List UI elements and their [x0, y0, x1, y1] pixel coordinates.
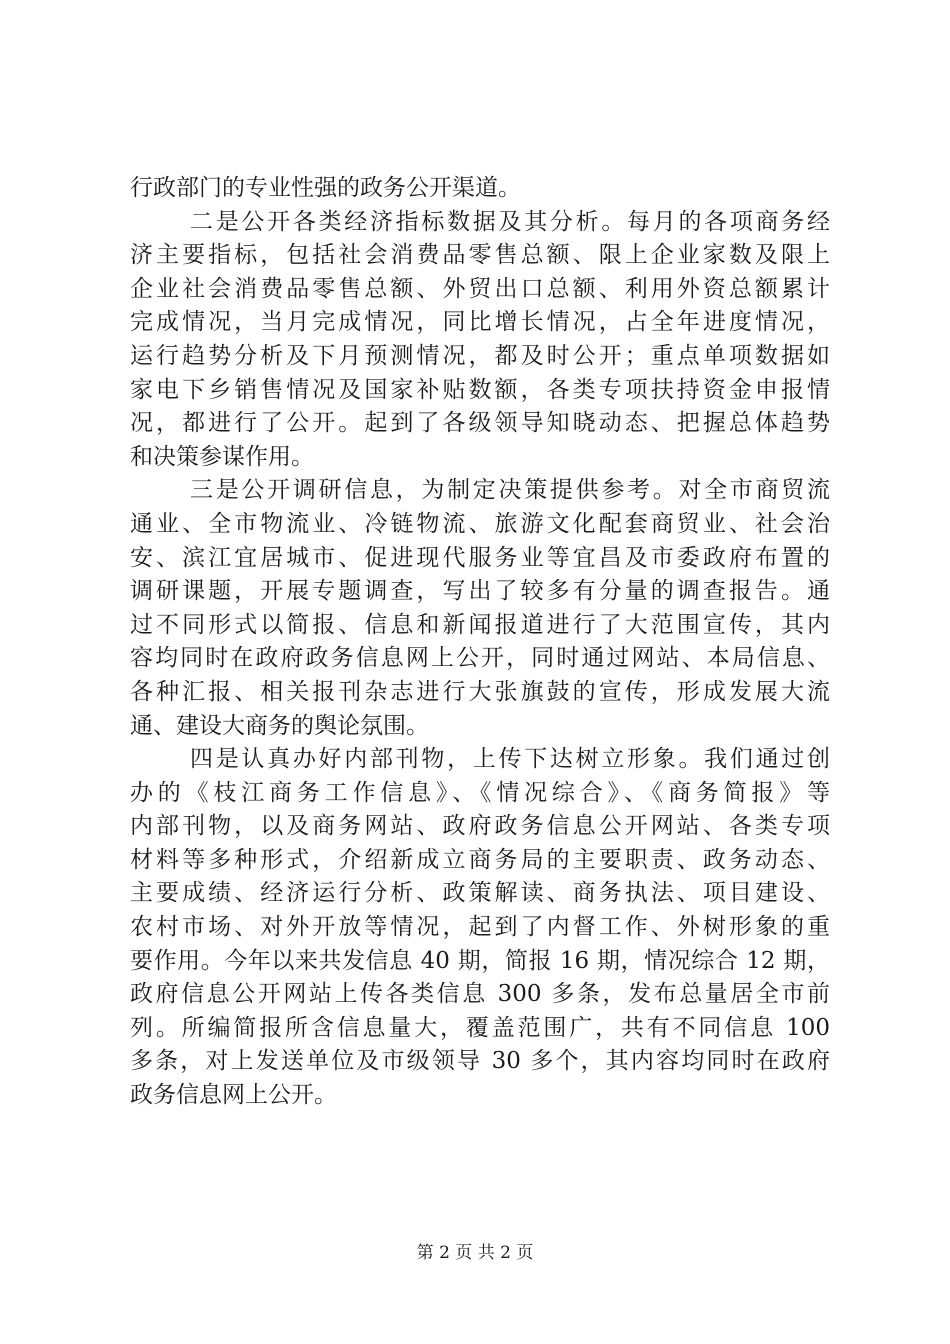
text-line: 容均同时在政府政务信息网上公开，同时通过网站、本局信息、 [130, 645, 830, 672]
text-line: 列。所编简报所含信息量大，覆盖范围广，共有不同信息 100 [130, 1014, 830, 1041]
text-line: 济主要指标，包括社会消费品零售总额、限上企业家数及限上 [130, 242, 830, 269]
text-line: 农村市场、对外开放等情况，起到了内督工作、外树形象的重 [130, 914, 830, 941]
text-line: 调研课题，开展专题调查，写出了较多有分量的调查报告。通 [130, 578, 830, 605]
paragraph-start-line: 四是认真办好内部刊物，上传下达树立形象。我们通过创 [190, 746, 830, 773]
text-line: 企业社会消费品零售总额、外贸出口总额、利用外资总额累计 [130, 275, 830, 302]
text-line: 通、建设大商务的舆论氛围。 [130, 712, 429, 739]
text-line: 况，都进行了公开。起到了各级领导知晓动态、把握总体趋势 [130, 410, 830, 437]
text-line: 材料等多种形式，介绍新成立商务局的主要职责、政务动态、 [130, 846, 830, 873]
text-line: 完成情况，当月完成情况，同比增长情况，占全年进度情况， [130, 309, 830, 336]
document-body [130, 172, 830, 1113]
text-line: 行政部门的专业性强的政务公开渠道。 [130, 175, 521, 201]
page-footer [0, 1238, 950, 1263]
paragraph-start-line: 三是公开调研信息，为制定决策提供参考。对全市商贸流 [190, 477, 830, 504]
text-line: 安、滨江宜居城市、促进现代服务业等宜昌及市委政府布置的 [130, 544, 830, 571]
text-line: 运行趋势分析及下月预测情况，都及时公开；重点单项数据如 [130, 342, 830, 369]
text-line: 家电下乡销售情况及国家补贴数额，各类专项扶持资金申报情 [130, 376, 830, 403]
text-line: 办的《枝江商务工作信息》、《情况综合》、《商务简报》等 [130, 779, 830, 806]
text-line: 政务信息网上公开。 [130, 1082, 337, 1109]
text-line: 过不同形式以简报、信息和新闻报道进行了大范围宣传，其内 [130, 611, 830, 638]
text-line: 内部刊物，以及商务网站、政府政务信息公开网站、各类专项 [130, 813, 830, 840]
text-line: 要作用。今年以来共发信息 40 期，简报 16 期，情况综合 12 期， [130, 947, 830, 974]
text-line: 多条，对上发送单位及市级领导 30 多个，其内容均同时在政府 [130, 1048, 830, 1075]
text-line: 和决策参谋作用。 [130, 443, 314, 470]
text-line: 各种汇报、相关报刊杂志进行大张旗鼓的宣传，形成发展大流 [130, 678, 830, 705]
text-line: 通业、全市物流业、冷链物流、旅游文化配套商贸业、社会治 [130, 510, 830, 537]
text-line: 政府信息公开网站上传各类信息 300 多条，发布总量居全市前 [130, 981, 830, 1008]
paragraph-start-line: 二是公开各类经济指标数据及其分析。每月的各项商务经 [190, 208, 830, 235]
text-line: 主要成绩、经济运行分析、政策解读、商务执法、项目建设、 [130, 880, 830, 907]
page-number-label: 第 2 页 共 2 页 [416, 1243, 534, 1263]
